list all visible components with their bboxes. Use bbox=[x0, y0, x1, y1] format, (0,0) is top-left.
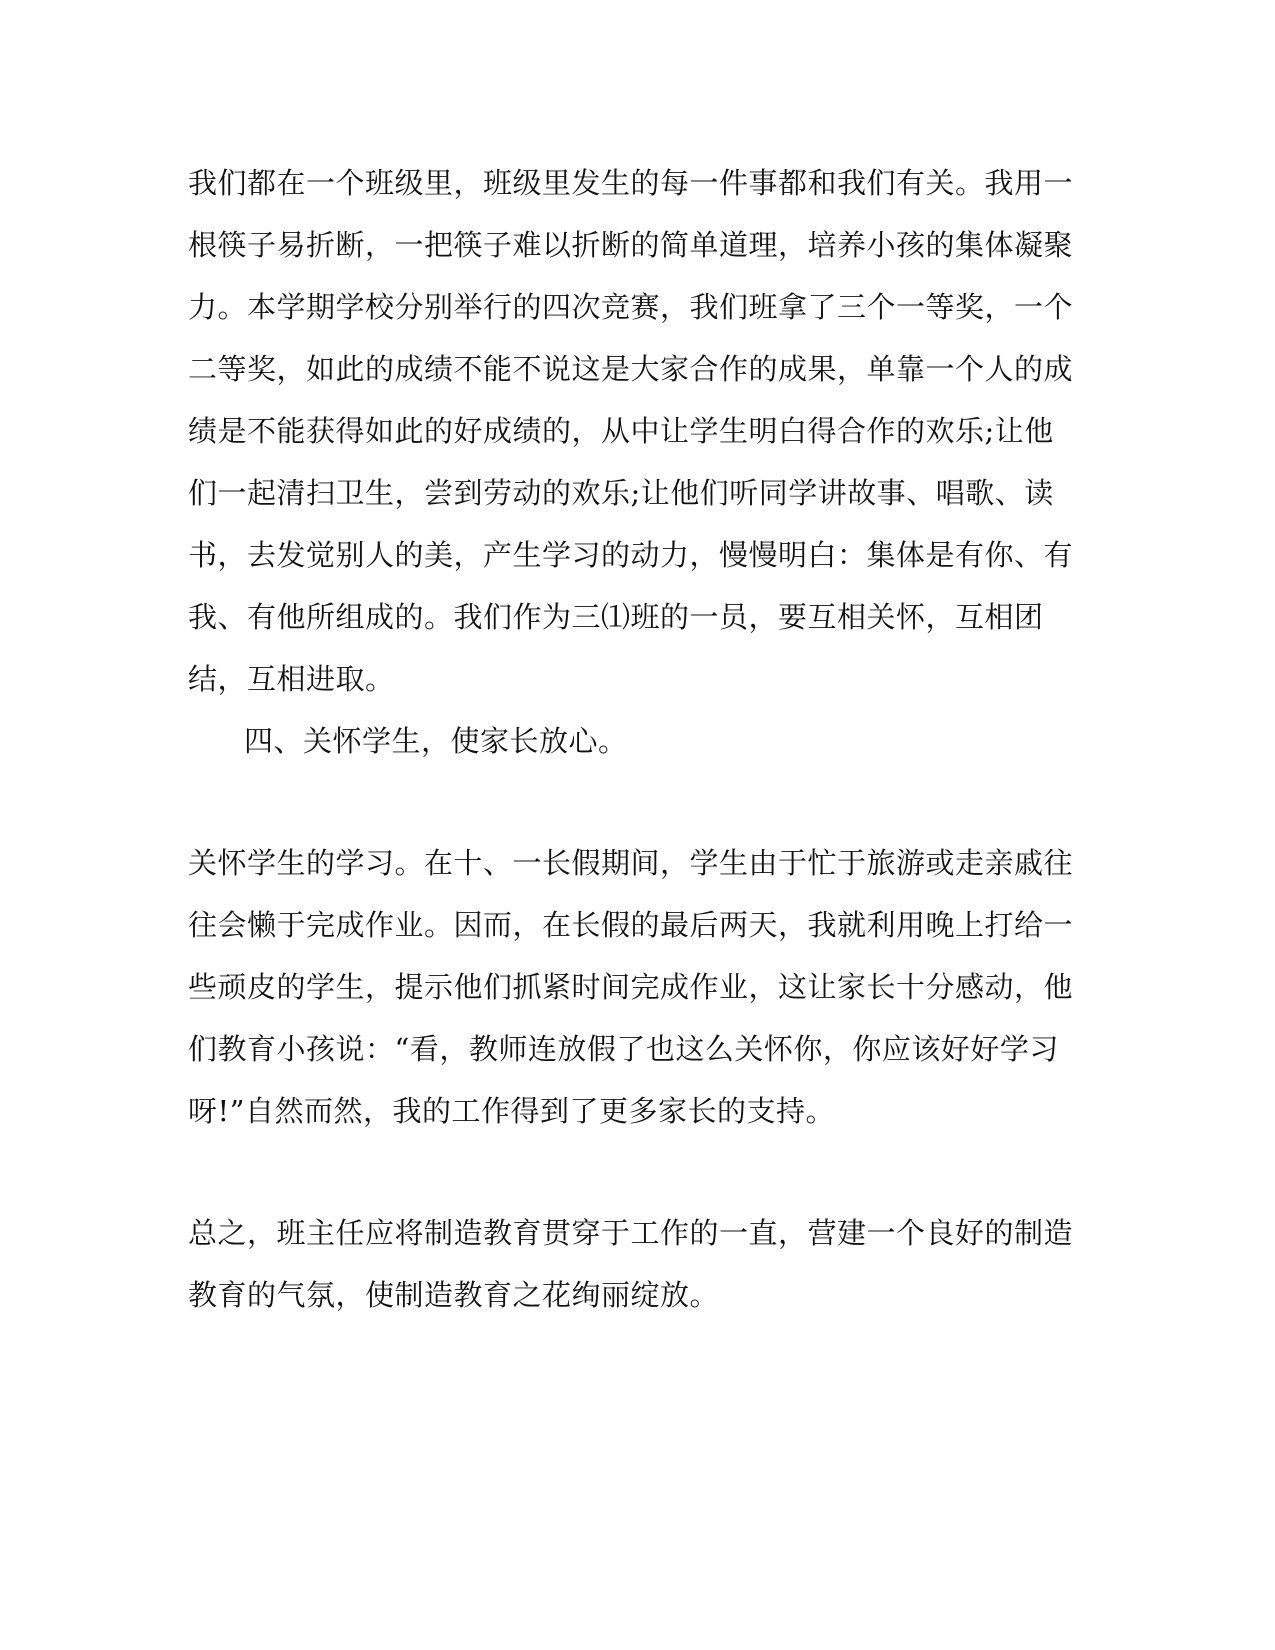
paragraph-line: 结，互相进取。 bbox=[188, 662, 395, 696]
paragraph-line: 二等奖，如此的成绩不能不说这是大家合作的成果，单靠一个人的成 bbox=[188, 352, 1074, 386]
paragraph-line: 些顽皮的学生，提示他们抓紧时间完成作业，这让家长十分感动，他 bbox=[188, 970, 1074, 1004]
section-heading: 四、关怀学生，使家长放心。 bbox=[244, 724, 628, 758]
paragraph-line: 们一起清扫卫生，尝到劳动的欢乐;让他们听同学讲故事、唱歌、读 bbox=[188, 476, 1054, 510]
paragraph-line: 呀!”自然而然，我的工作得到了更多家长的支持。 bbox=[188, 1094, 835, 1128]
paragraph-line: 关怀学生的学习。在十、一长假期间，学生由于忙于旅游或走亲戚往 bbox=[188, 846, 1074, 880]
paragraph-line: 力。本学期学校分别举行的四次竞赛，我们班拿了三个一等奖，一个 bbox=[188, 290, 1074, 324]
paragraph-line: 我们都在一个班级里，班级里发生的每一件事都和我们有关。我用一 bbox=[188, 166, 1074, 200]
paragraph-line: 教育的气氛，使制造教育之花绚丽绽放。 bbox=[188, 1278, 720, 1312]
paragraph-line: 往会懒于完成作业。因而，在长假的最后两天，我就利用晚上打给一 bbox=[188, 908, 1074, 942]
paragraph-line: 书，去发觉别人的美，产生学习的动力，慢慢明白：集体是有你、有 bbox=[188, 538, 1074, 572]
paragraph-line: 总之，班主任应将制造教育贯穿于工作的一直，营建一个良好的制造 bbox=[188, 1216, 1074, 1250]
paragraph-line: 们教育小孩说：“看，教师连放假了也这么关怀你，你应该好好学习 bbox=[188, 1032, 1059, 1066]
paragraph-line: 我、有他所组成的。我们作为三⑴班的一员，要互相关怀，互相团 bbox=[188, 600, 1044, 634]
paragraph-line: 绩是不能获得如此的好成绩的，从中让学生明白得合作的欢乐;让他 bbox=[188, 414, 1054, 448]
paragraph-line: 根筷子易折断，一把筷子难以折断的简单道理，培养小孩的集体凝聚 bbox=[188, 228, 1074, 262]
